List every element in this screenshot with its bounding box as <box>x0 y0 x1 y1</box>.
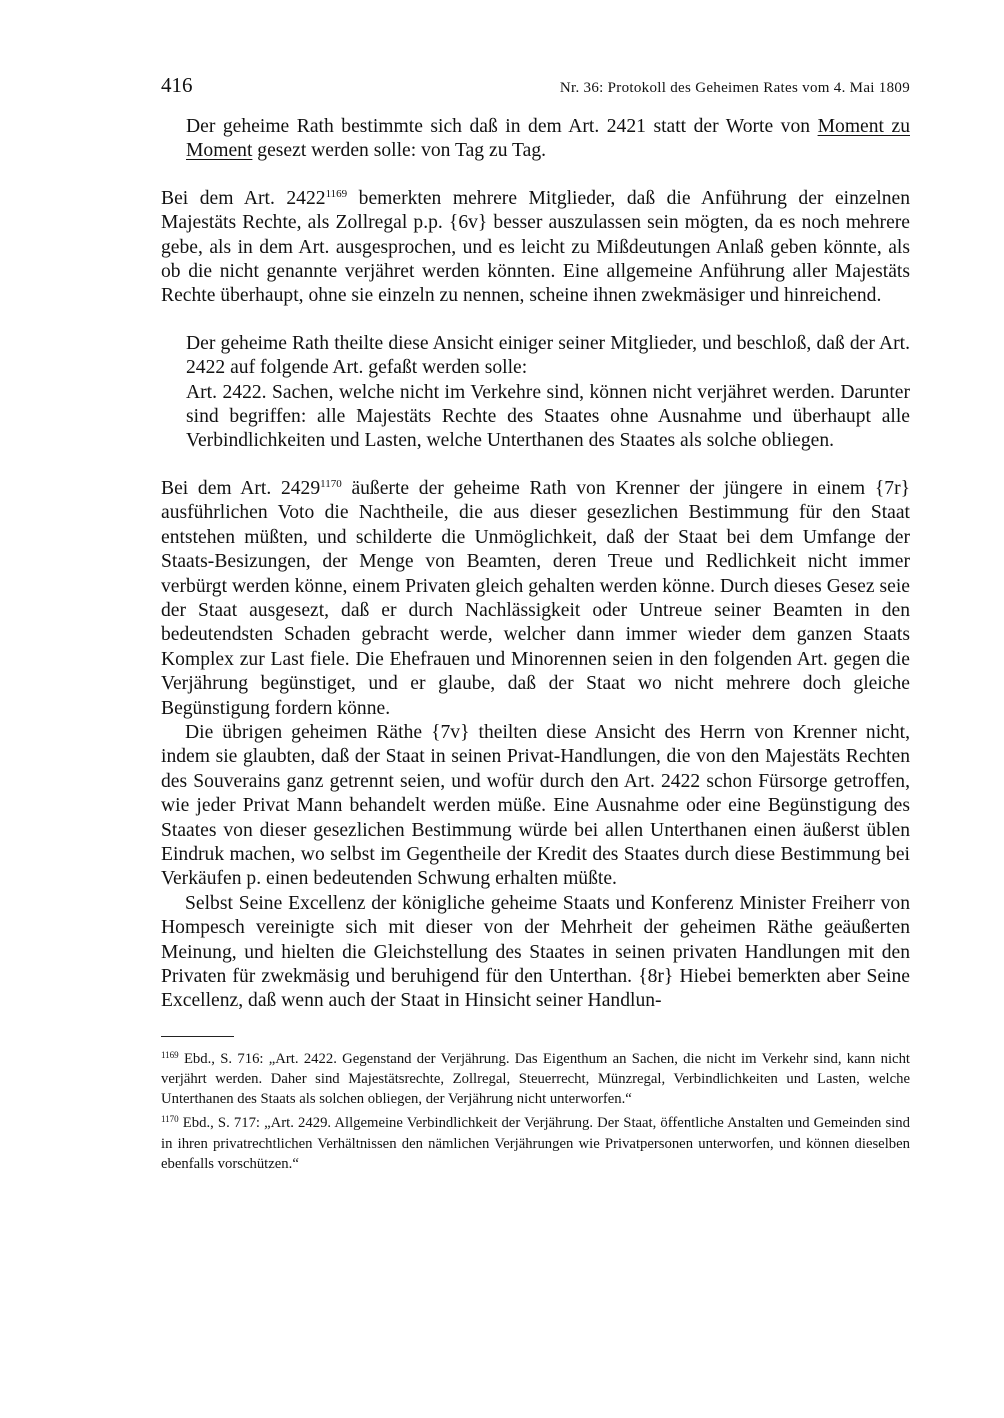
text: Der geheime Rath bestimmte sich daß in dem Art. 2421 statt der Worte von <box>186 116 818 137</box>
text: äußerte der geheime Rath von Krenner der jüngere in einem {7r} ausführlichen Voto die Nachtheile, die aus dieser gesezlichen Bestimmung für den Staat entstehen müßten, und schilderte die Unmöglichkeit, daß der Staat bei dem Umfange der Staats-Besizungen, der Menge von Beamten, deren Treue und Redlichkeit nicht immer verbürgt werden könne, einem Privaten gleich gehalten werden könne. Durch dieses Gesez seie der Staat ausgesezt, daß er durch Nachlässigkeit oder Untreue seiner Beamten in den bedeutendsten Schaden gebracht werde, welcher dann immer wieder dem ganzen Staats Komplex zur Last fiele. Die Ehefrauen und Minorennen seien in den folgenden Art. gegen die Verjährung begünstiget, und er glaube, daß der Staat wo nicht mehrere doch gleiche Begünstigung fordern könne. <box>161 477 911 719</box>
paragraph-decision-2422: Der geheime Rath theilte diese Ansicht einiger seiner Mitglieder, und beschloß, daß der Art. 2422 auf folgende Art. gefaßt werden solle: <box>186 332 910 379</box>
paragraph-art-2422-text: Art. 2422. Sachen, welche nicht im Verkehre sind, können nicht verjähret werden. Darunter sind begriffen: alle Majestäts Rechte des Staates ohne Ausnahme und überhaupt alle Verbindlichkeiten und Lasten, welche Unterthanen des Staates als solche obliegen. <box>186 381 910 452</box>
running-title: Nr. 36: Protokoll des Geheimen Rates vom 4. Mai 1809 <box>559 80 910 96</box>
page-header <box>161 70 910 103</box>
document-page <box>161 70 910 1178</box>
footnote-1170 <box>161 1113 910 1174</box>
footnote-ref-1170[interactable]: 1170 <box>320 477 342 490</box>
paragraph-art-2421 <box>186 115 910 164</box>
text: Bei dem Art. 2422 <box>161 187 326 209</box>
footnote-number: 1169 <box>161 1049 179 1060</box>
underlined-phrase: Moment zu Moment <box>186 116 910 162</box>
text: gesezt werden solle: von Tag zu Tag. <box>252 140 547 162</box>
paragraph-hompesch: Selbst Seine Excellenz der königliche geheime Staats und Konferenz Minister Freiherr von Hompesch vereinigte sich mit dieser von der Mehrheit der geheimen Räthe geäußerten Meinung, und hielten die Gleichstellung des Staates in seinen privaten Handlungen mit den Privaten für zwekmäsig und beruhigend für den Unterthan. {8r} Hiebei bemerkten aber Seine Excellenz, daß wenn auch der Staat in Hinsicht seiner Handlun- <box>161 892 910 1012</box>
footnote-divider <box>161 1036 234 1037</box>
text: Bei dem Art. 2429 <box>161 477 321 499</box>
footnote-text: Ebd., S. 716: „Art. 2422. Gegenstand der Verjährung. Das Eigenthum an Sachen, die nicht im Verkehr sind, kann nicht verjährt werden. Daher sind Majestätsrechte, Zollregal, Steuerrecht, Münzregal, Verbindlichkeiten und Lasten, welche Unterthanen des Staats als solchen obliegen, der Verjährung nicht unterworfen.“ <box>161 1050 910 1108</box>
page-number: 416 <box>161 73 193 97</box>
footnote-text: Ebd., S. 717: „Art. 2429. Allgemeine Verbindlichkeit der Verjährung. Der Staat, öffentliche Anstalten und Gemeinden sind in ihren privatrechtlichen Verhältnissen den nämlichen Verjährungen wie Privatpersonen unterworfen, und können dieselben ebenfalls vorschützen.“ <box>161 1115 910 1172</box>
text: bemerkten mehrere Mitglieder, daß die Anführung der einzelnen Majestäts Rechte, als Zollregal p.p. {6v} besser auszulassen sein mögten, da es noch mehrere gebe, als in dem Art. ausgesprochen, und es leicht zu Mißdeutungen Anlaß geben könnte, als ob die nicht genannte verjähret werden könnten. Eine allgemeine Anführung aller Majestäts Rechte überhaupt, ohne sie einzeln zu nennen, scheine ihnen zwekmäsiger und hinreichend. <box>161 187 911 307</box>
paragraph-art-2422 <box>161 187 910 309</box>
footnote-1169 <box>161 1049 910 1110</box>
footnote-number: 1170 <box>161 1114 179 1125</box>
paragraph-art-2429 <box>161 477 910 721</box>
footnote-ref-1169[interactable]: 1169 <box>325 187 348 200</box>
paragraph-other-councillors: Die übrigen geheimen Räthe {7v} theilten diese Ansicht des Herrn von Krenner nicht, indem sie glaubten, daß der Staat in seinen Privat-Handlungen, die von den Majestäts Rechten des Souverains ganz getrennt seien, und wofür durch den Art. 2422 schon Fürsorge getroffen, wie jeder Privat Mann behandelt werden müße. Eine Ausnahme oder eine Begünstigung des Staates von dieser gesezlichen Bestimmung würde bei allen Unterthanen einen äußerst üblen Eindruk machen, wo selbst im Gegentheile der Kredit des Staates durch diese Bestimmung bei Verkäufen p. einen bedeutenden Schwung erhalten müßte. <box>161 721 910 890</box>
